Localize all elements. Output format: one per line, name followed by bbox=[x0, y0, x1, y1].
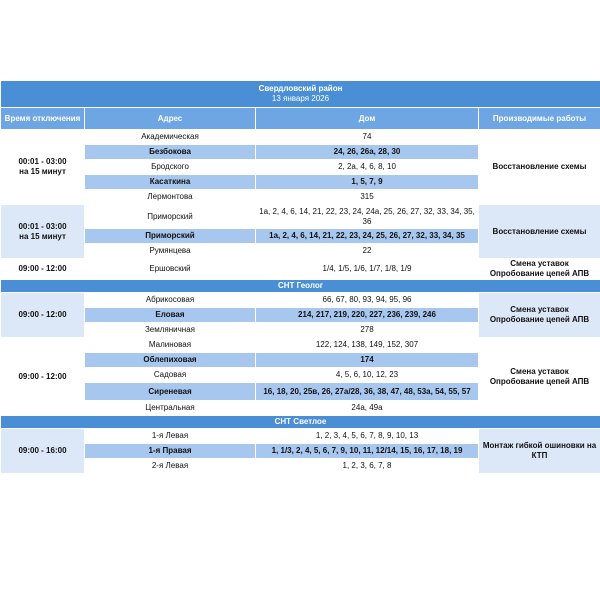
works-description bbox=[479, 205, 600, 259]
outage-time-line: 09:00 - 12:00 bbox=[18, 371, 67, 381]
table-row bbox=[1, 429, 600, 444]
header-address: Адрес bbox=[85, 108, 256, 130]
outage-time-line: 00:01 - 03:00 bbox=[18, 221, 67, 231]
house-numbers: 2, 2а, 4, 6, 8, 10 bbox=[256, 160, 479, 175]
table-row bbox=[1, 130, 600, 145]
section-title: СНТ Геолог bbox=[1, 280, 600, 293]
street-name: Приморский bbox=[85, 205, 256, 229]
outage-time bbox=[1, 338, 85, 416]
house-numbers: 1, 2, 3, 6, 7, 8 bbox=[256, 459, 479, 474]
outage-time bbox=[1, 130, 85, 205]
street-name: Облепиховая bbox=[85, 353, 256, 368]
street-name: 1-я Правая bbox=[85, 444, 256, 459]
street-name: Еловая bbox=[85, 308, 256, 323]
street-name: 2-я Левая bbox=[85, 459, 256, 474]
works-description bbox=[479, 130, 600, 205]
house-numbers: 24, 26, 26а, 28, 30 bbox=[256, 145, 479, 160]
outage-time-line: 09:00 - 12:00 bbox=[18, 264, 67, 273]
house-numbers: 1а, 2, 4, 6, 14, 21, 22, 23, 24, 25, 26, 27, 32, 33, 34, 35 bbox=[256, 229, 479, 244]
works-description bbox=[479, 259, 600, 280]
works-line: Смена уставок bbox=[510, 259, 569, 268]
house-numbers: 1а, 2, 4, 6, 14, 21, 22, 23, 24, 24а, 25, 26, 27, 32, 33, 34, 35, 36 bbox=[256, 205, 479, 229]
house-numbers: 122, 124, 138, 149, 152, 307 bbox=[256, 338, 479, 353]
house-numbers: 1, 5, 7, 9 bbox=[256, 175, 479, 190]
house-numbers: 22 bbox=[256, 244, 479, 259]
works-line: Восстановление схемы bbox=[492, 226, 587, 236]
house-numbers: 1/4, 1/5, 1/6, 1/7, 1/8, 1/9 bbox=[256, 259, 479, 280]
house-numbers: 1, 1/3, 2, 4, 5, 6, 7, 9, 10, 11, 12/14, 15, 16, 17, 18, 19 bbox=[256, 444, 479, 459]
house-numbers: 214, 217, 219, 220, 227, 236, 239, 246 bbox=[256, 308, 479, 323]
district-name: Свердловский район bbox=[258, 84, 343, 93]
street-name: Приморский bbox=[85, 229, 256, 244]
house-numbers: 4, 5, 6, 10, 12, 23 bbox=[256, 368, 479, 383]
table-row bbox=[1, 205, 600, 229]
street-name: Ершовский bbox=[85, 259, 256, 280]
works-description bbox=[479, 338, 600, 416]
header-house: Дом bbox=[256, 108, 479, 130]
house-numbers: 24а, 49а bbox=[256, 401, 479, 416]
outage-time bbox=[1, 429, 85, 474]
house-numbers: 278 bbox=[256, 323, 479, 338]
table-row bbox=[1, 338, 600, 353]
street-name: Садовая bbox=[85, 368, 256, 383]
house-numbers: 1, 2, 3, 4, 5, 6, 7, 8, 9, 10, 13 bbox=[256, 429, 479, 444]
header-works: Производимые работы bbox=[479, 108, 600, 130]
house-numbers: 174 bbox=[256, 353, 479, 368]
house-numbers: 74 bbox=[256, 130, 479, 145]
table-title-row bbox=[1, 81, 600, 108]
street-name: Земляничная bbox=[85, 323, 256, 338]
outage-time bbox=[1, 205, 85, 259]
outage-time bbox=[1, 293, 85, 338]
street-name: Лермонтова bbox=[85, 190, 256, 205]
outage-date: 13 января 2026 bbox=[271, 94, 330, 103]
street-name: Безбокова bbox=[85, 145, 256, 160]
outage-time bbox=[1, 259, 85, 280]
outage-time-line: на 15 минут bbox=[19, 231, 66, 241]
street-name: Академическая bbox=[85, 130, 256, 145]
house-numbers: 66, 67, 80, 93, 94, 95, 96 bbox=[256, 293, 479, 308]
outage-time-line: 00:01 - 03:00 bbox=[18, 157, 67, 166]
outage-time-line: на 15 минут bbox=[19, 167, 66, 176]
works-description bbox=[479, 293, 600, 338]
house-numbers: 315 bbox=[256, 190, 479, 205]
section-row bbox=[1, 280, 600, 293]
section-row bbox=[1, 416, 600, 429]
street-name: Абрикосовая bbox=[85, 293, 256, 308]
street-name: Малиновая bbox=[85, 338, 256, 353]
outage-table bbox=[0, 80, 600, 474]
works-description bbox=[479, 429, 600, 474]
header-row bbox=[1, 108, 600, 130]
section-title: СНТ Светлое bbox=[1, 416, 600, 429]
street-name: Центральная bbox=[85, 401, 256, 416]
street-name: Румянцева bbox=[85, 244, 256, 259]
header-time: Время отключения bbox=[1, 108, 85, 130]
works-line: Опробование цепей АПВ bbox=[489, 315, 590, 324]
table-title bbox=[1, 81, 600, 108]
works-line: Смена уставок bbox=[510, 305, 569, 314]
street-name: Сиреневая bbox=[85, 383, 256, 401]
outage-time-line: 09:00 - 12:00 bbox=[18, 310, 67, 319]
works-line: Смена уставок bbox=[510, 366, 569, 376]
street-name: Бродского bbox=[85, 160, 256, 175]
works-line: Опробование цепей АПВ bbox=[489, 269, 590, 278]
table-row bbox=[1, 293, 600, 308]
works-line: Монтаж гибкой ошиновки на КТП bbox=[482, 441, 597, 460]
street-name: 1-я Левая bbox=[85, 429, 256, 444]
table-row bbox=[1, 259, 600, 280]
house-numbers: 16, 18, 20, 25в, 26, 27а/28, 36, 38, 47, 48, 53а, 54, 55, 57 bbox=[256, 383, 479, 401]
works-line: Восстановление схемы bbox=[492, 162, 587, 171]
street-name: Касаткина bbox=[85, 175, 256, 190]
works-line: Опробование цепей АПВ bbox=[489, 376, 590, 386]
outage-time-line: 09:00 - 16:00 bbox=[18, 446, 67, 455]
